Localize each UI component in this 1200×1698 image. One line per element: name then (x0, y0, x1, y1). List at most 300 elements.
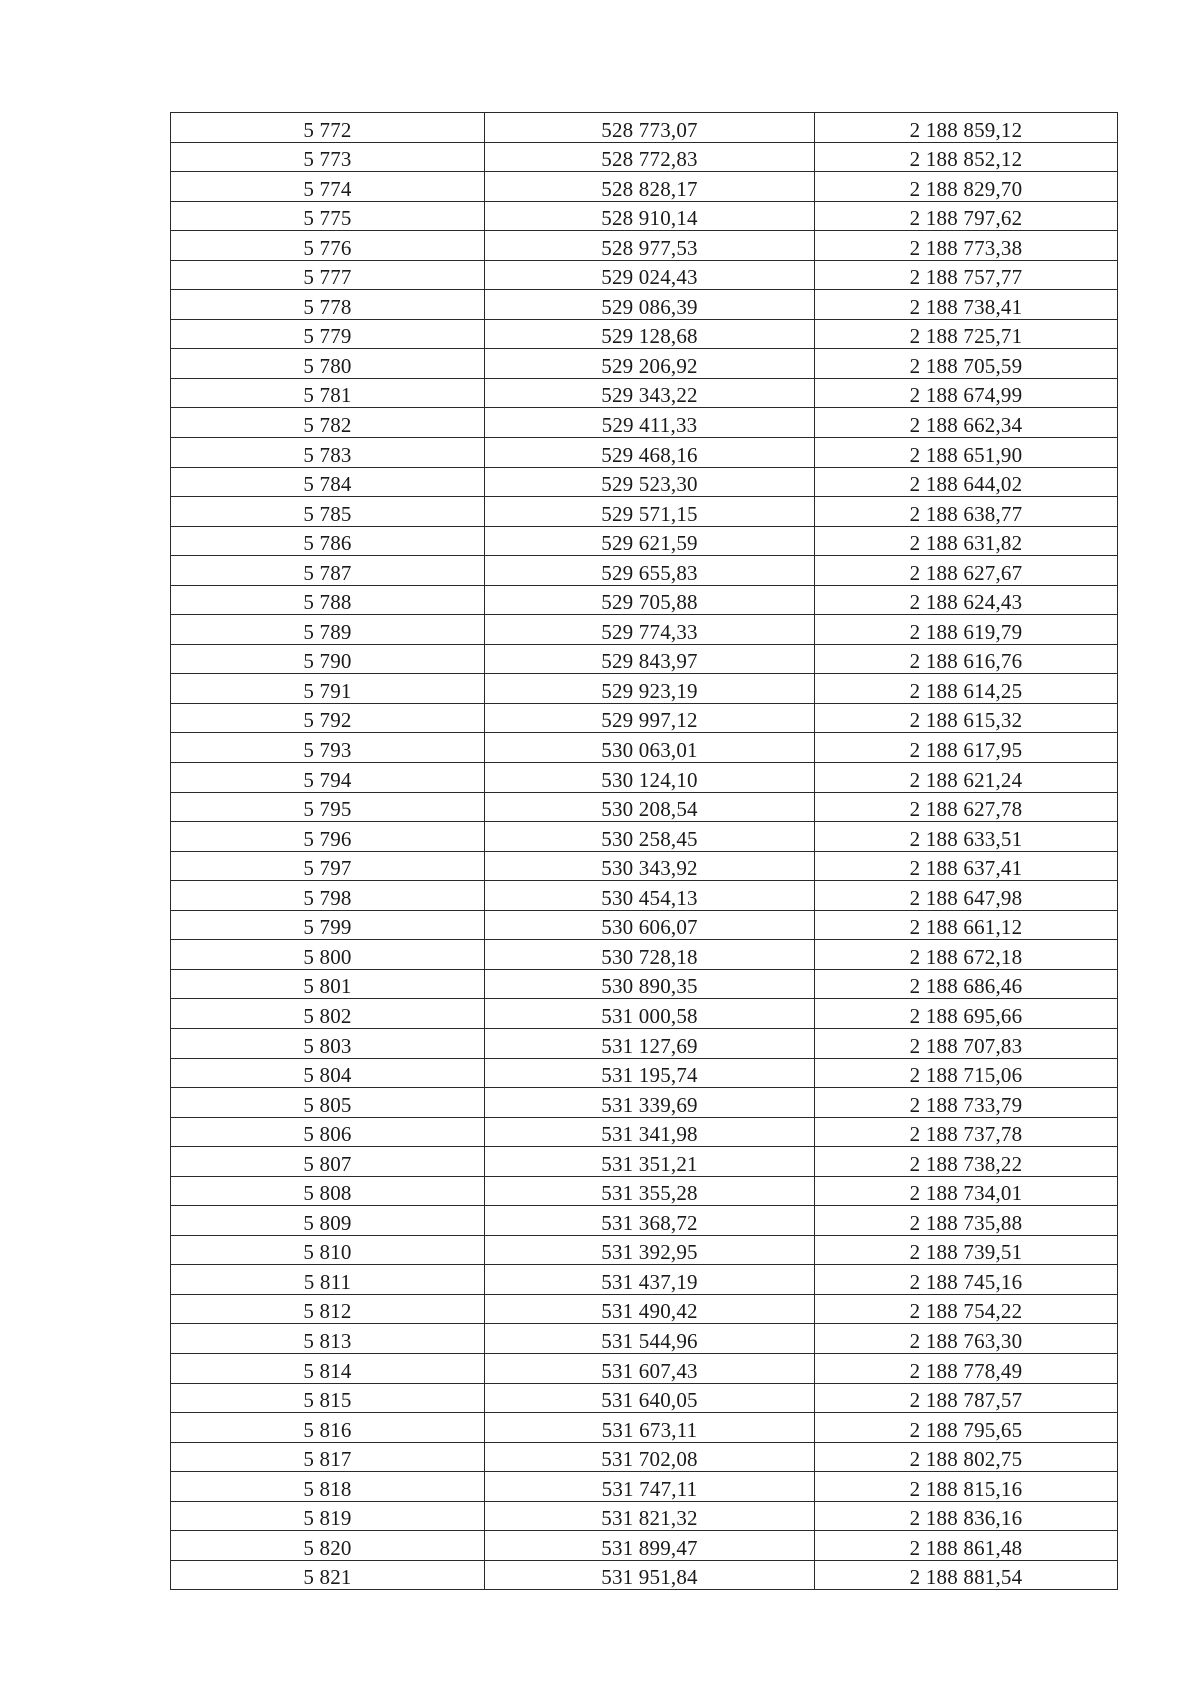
table-row (171, 1531, 1118, 1561)
point-number-cell (171, 1531, 485, 1561)
y-coordinate-cell (815, 999, 1118, 1029)
point-number-cell (171, 113, 485, 143)
cell-text: 2 188 644,02 (909, 472, 1023, 497)
cell-text: 2 188 661,12 (909, 915, 1023, 940)
cell-text: 529 468,16 (601, 442, 698, 467)
cell-text: 5 796 (303, 826, 352, 851)
x-coordinate-cell (485, 1560, 815, 1590)
x-coordinate-cell (485, 1058, 815, 1088)
cell-text: 528 773,07 (601, 117, 698, 142)
x-coordinate-cell (485, 290, 815, 320)
cell-text: 5 818 (303, 1476, 352, 1501)
table-row (171, 1088, 1118, 1118)
x-coordinate-cell (485, 172, 815, 202)
x-coordinate-cell (485, 969, 815, 999)
point-number-cell (171, 1117, 485, 1147)
cell-text: 5 787 (303, 560, 352, 585)
cell-text: 531 747,11 (601, 1476, 698, 1501)
x-coordinate-cell (485, 585, 815, 615)
point-number-cell (171, 1147, 485, 1177)
cell-text: 2 188 686,46 (909, 974, 1023, 999)
cell-text: 530 890,35 (601, 974, 698, 999)
cell-text: 529 843,97 (601, 649, 698, 674)
y-coordinate-cell (815, 1413, 1118, 1443)
cell-text: 531 355,28 (601, 1181, 698, 1206)
table-row (171, 231, 1118, 261)
cell-text: 529 523,30 (601, 472, 698, 497)
table-row (171, 319, 1118, 349)
point-number-cell (171, 910, 485, 940)
x-coordinate-cell (485, 408, 815, 438)
x-coordinate-cell (485, 910, 815, 940)
cell-text: 2 188 662,34 (909, 413, 1023, 438)
table-row (171, 526, 1118, 556)
x-coordinate-cell (485, 1235, 815, 1265)
point-number-cell (171, 1472, 485, 1502)
x-coordinate-cell (485, 1028, 815, 1058)
table-row (171, 644, 1118, 674)
cell-text: 2 188 616,76 (909, 649, 1023, 674)
cell-text: 2 188 881,54 (909, 1565, 1023, 1590)
table-row (171, 1235, 1118, 1265)
y-coordinate-cell (815, 644, 1118, 674)
point-number-cell (171, 1088, 485, 1118)
cell-text: 529 655,83 (601, 560, 698, 585)
y-coordinate-cell (815, 733, 1118, 763)
x-coordinate-cell (485, 1472, 815, 1502)
point-number-cell (171, 1294, 485, 1324)
y-coordinate-cell (815, 497, 1118, 527)
cell-text: 2 188 672,18 (909, 944, 1023, 969)
cell-text: 2 188 627,67 (909, 560, 1023, 585)
cell-text: 530 063,01 (601, 738, 698, 763)
y-coordinate-cell (815, 1117, 1118, 1147)
cell-text: 5 778 (303, 294, 352, 319)
cell-text: 2 188 624,43 (909, 590, 1023, 615)
cell-text: 2 188 674,99 (909, 383, 1023, 408)
cell-text: 531 640,05 (601, 1388, 698, 1413)
cell-text: 5 814 (303, 1358, 352, 1383)
table-row (171, 1442, 1118, 1472)
point-number-cell (171, 763, 485, 793)
point-number-cell (171, 851, 485, 881)
x-coordinate-cell (485, 1265, 815, 1295)
point-number-cell (171, 1324, 485, 1354)
cell-text: 2 188 745,16 (909, 1269, 1023, 1294)
point-number-cell (171, 1413, 485, 1443)
cell-text: 530 606,07 (601, 915, 698, 940)
x-coordinate-cell (485, 1353, 815, 1383)
table-row (171, 1117, 1118, 1147)
cell-text: 2 188 631,82 (909, 531, 1023, 556)
cell-text: 2 188 617,95 (909, 738, 1023, 763)
y-coordinate-cell (815, 1058, 1118, 1088)
table-row (171, 615, 1118, 645)
table-row (171, 674, 1118, 704)
table-row (171, 142, 1118, 172)
table-row (171, 1560, 1118, 1590)
table-row (171, 290, 1118, 320)
y-coordinate-cell (815, 763, 1118, 793)
cell-text: 2 188 815,16 (909, 1476, 1023, 1501)
x-coordinate-cell (485, 260, 815, 290)
cell-text: 2 188 651,90 (909, 442, 1023, 467)
cell-text: 530 728,18 (601, 944, 698, 969)
cell-text: 529 923,19 (601, 678, 698, 703)
x-coordinate-cell (485, 231, 815, 261)
x-coordinate-cell (485, 556, 815, 586)
cell-text: 528 977,53 (601, 235, 698, 260)
y-coordinate-cell (815, 526, 1118, 556)
table-row (171, 1413, 1118, 1443)
x-coordinate-cell (485, 142, 815, 172)
cell-text: 531 702,08 (601, 1447, 698, 1472)
coordinate-table-body (171, 113, 1118, 1590)
cell-text: 5 788 (303, 590, 352, 615)
point-number-cell (171, 674, 485, 704)
y-coordinate-cell (815, 1383, 1118, 1413)
x-coordinate-cell (485, 1294, 815, 1324)
x-coordinate-cell (485, 1383, 815, 1413)
y-coordinate-cell (815, 940, 1118, 970)
y-coordinate-cell (815, 1265, 1118, 1295)
table-row (171, 1028, 1118, 1058)
point-number-cell (171, 1560, 485, 1590)
point-number-cell (171, 881, 485, 911)
cell-text: 531 341,98 (601, 1122, 698, 1147)
cell-text: 5 800 (303, 944, 352, 969)
cell-text: 5 774 (303, 176, 352, 201)
table-row (171, 201, 1118, 231)
point-number-cell (171, 201, 485, 231)
cell-text: 5 786 (303, 531, 352, 556)
cell-text: 531 951,84 (601, 1565, 698, 1590)
cell-text: 5 780 (303, 353, 352, 378)
cell-text: 5 810 (303, 1240, 352, 1265)
y-coordinate-cell (815, 1324, 1118, 1354)
table-row (171, 408, 1118, 438)
cell-text: 2 188 763,30 (909, 1328, 1023, 1353)
x-coordinate-cell (485, 1442, 815, 1472)
y-coordinate-cell (815, 1501, 1118, 1531)
point-number-cell (171, 999, 485, 1029)
point-number-cell (171, 1206, 485, 1236)
cell-text: 528 828,17 (601, 176, 698, 201)
y-coordinate-cell (815, 260, 1118, 290)
y-coordinate-cell (815, 881, 1118, 911)
cell-text: 5 809 (303, 1210, 352, 1235)
cell-text: 2 188 852,12 (909, 147, 1023, 172)
point-number-cell (171, 408, 485, 438)
cell-text: 2 188 619,79 (909, 619, 1023, 644)
cell-text: 530 454,13 (601, 885, 698, 910)
x-coordinate-cell (485, 1176, 815, 1206)
y-coordinate-cell (815, 1206, 1118, 1236)
cell-text: 2 188 738,41 (909, 294, 1023, 319)
cell-text: 5 781 (303, 383, 352, 408)
point-number-cell (171, 1058, 485, 1088)
cell-text: 2 188 739,51 (909, 1240, 1023, 1265)
cell-text: 531 195,74 (601, 1063, 698, 1088)
table-row (171, 763, 1118, 793)
cell-text: 5 802 (303, 1003, 352, 1028)
table-row (171, 378, 1118, 408)
cell-text: 5 794 (303, 767, 352, 792)
table-row (171, 1176, 1118, 1206)
y-coordinate-cell (815, 290, 1118, 320)
cell-text: 5 792 (303, 708, 352, 733)
cell-text: 5 776 (303, 235, 352, 260)
cell-text: 2 188 754,22 (909, 1299, 1023, 1324)
cell-text: 5 805 (303, 1092, 352, 1117)
y-coordinate-cell (815, 1147, 1118, 1177)
cell-text: 2 188 695,66 (909, 1003, 1023, 1028)
cell-text: 2 188 707,83 (909, 1033, 1023, 1058)
cell-text: 5 819 (303, 1506, 352, 1531)
cell-text: 2 188 787,57 (909, 1388, 1023, 1413)
table-row (171, 1324, 1118, 1354)
y-coordinate-cell (815, 113, 1118, 143)
x-coordinate-cell (485, 349, 815, 379)
cell-text: 5 793 (303, 738, 352, 763)
point-number-cell (171, 1265, 485, 1295)
cell-text: 5 783 (303, 442, 352, 467)
y-coordinate-cell (815, 1294, 1118, 1324)
cell-text: 2 188 725,71 (909, 324, 1023, 349)
table-row (171, 438, 1118, 468)
x-coordinate-cell (485, 674, 815, 704)
point-number-cell (171, 526, 485, 556)
x-coordinate-cell (485, 201, 815, 231)
x-coordinate-cell (485, 615, 815, 645)
cell-text: 2 188 829,70 (909, 176, 1023, 201)
y-coordinate-cell (815, 467, 1118, 497)
y-coordinate-cell (815, 142, 1118, 172)
cell-text: 2 188 802,75 (909, 1447, 1023, 1472)
cell-text: 529 621,59 (601, 531, 698, 556)
y-coordinate-cell (815, 910, 1118, 940)
point-number-cell (171, 1028, 485, 1058)
table-row (171, 881, 1118, 911)
cell-text: 5 777 (303, 265, 352, 290)
cell-text: 5 821 (303, 1565, 352, 1590)
cell-text: 2 188 638,77 (909, 501, 1023, 526)
point-number-cell (171, 467, 485, 497)
table-row (171, 1058, 1118, 1088)
cell-text: 5 803 (303, 1033, 352, 1058)
cell-text: 529 024,43 (601, 265, 698, 290)
cell-text: 5 816 (303, 1417, 352, 1442)
cell-text: 5 815 (303, 1388, 352, 1413)
y-coordinate-cell (815, 556, 1118, 586)
y-coordinate-cell (815, 1560, 1118, 1590)
y-coordinate-cell (815, 1472, 1118, 1502)
cell-text: 2 188 737,78 (909, 1122, 1023, 1147)
cell-text: 2 188 861,48 (909, 1535, 1023, 1560)
table-row (171, 1206, 1118, 1236)
table-row (171, 1294, 1118, 1324)
x-coordinate-cell (485, 497, 815, 527)
y-coordinate-cell (815, 969, 1118, 999)
cell-text: 5 775 (303, 206, 352, 231)
table-row (171, 851, 1118, 881)
point-number-cell (171, 615, 485, 645)
cell-text: 5 798 (303, 885, 352, 910)
table-row (171, 1472, 1118, 1502)
cell-text: 5 797 (303, 856, 352, 881)
table-row (171, 497, 1118, 527)
y-coordinate-cell (815, 378, 1118, 408)
cell-text: 5 772 (303, 117, 352, 142)
x-coordinate-cell (485, 999, 815, 1029)
table-row (171, 172, 1118, 202)
point-number-cell (171, 497, 485, 527)
x-coordinate-cell (485, 733, 815, 763)
point-number-cell (171, 556, 485, 586)
cell-text: 529 705,88 (601, 590, 698, 615)
point-number-cell (171, 142, 485, 172)
cell-text: 5 784 (303, 472, 352, 497)
point-number-cell (171, 1383, 485, 1413)
cell-text: 2 188 735,88 (909, 1210, 1023, 1235)
point-number-cell (171, 792, 485, 822)
cell-text: 531 351,21 (601, 1151, 698, 1176)
point-number-cell (171, 822, 485, 852)
table-row (171, 940, 1118, 970)
cell-text: 529 086,39 (601, 294, 698, 319)
cell-text: 531 899,47 (601, 1535, 698, 1560)
cell-text: 2 188 615,32 (909, 708, 1023, 733)
point-number-cell (171, 319, 485, 349)
x-coordinate-cell (485, 438, 815, 468)
cell-text: 2 188 734,01 (909, 1181, 1023, 1206)
cell-text: 5 790 (303, 649, 352, 674)
point-number-cell (171, 969, 485, 999)
y-coordinate-cell (815, 319, 1118, 349)
cell-text: 529 343,22 (601, 383, 698, 408)
point-number-cell (171, 1501, 485, 1531)
cell-text: 2 188 859,12 (909, 117, 1023, 142)
coordinate-table (170, 112, 1118, 1590)
point-number-cell (171, 703, 485, 733)
table-row (171, 585, 1118, 615)
cell-text: 531 490,42 (601, 1299, 698, 1324)
cell-text: 5 808 (303, 1181, 352, 1206)
cell-text: 530 208,54 (601, 797, 698, 822)
table-row (171, 999, 1118, 1029)
cell-text: 5 785 (303, 501, 352, 526)
cell-text: 529 774,33 (601, 619, 698, 644)
y-coordinate-cell (815, 1531, 1118, 1561)
x-coordinate-cell (485, 703, 815, 733)
cell-text: 5 795 (303, 797, 352, 822)
x-coordinate-cell (485, 792, 815, 822)
x-coordinate-cell (485, 644, 815, 674)
cell-text: 531 544,96 (601, 1328, 698, 1353)
table-row (171, 703, 1118, 733)
cell-text: 2 188 637,41 (909, 856, 1023, 881)
point-number-cell (171, 231, 485, 261)
cell-text: 5 812 (303, 1299, 352, 1324)
cell-text: 5 813 (303, 1328, 352, 1353)
cell-text: 5 811 (303, 1269, 352, 1294)
cell-text: 2 188 647,98 (909, 885, 1023, 910)
coordinate-table-page (170, 112, 1117, 1590)
cell-text: 531 821,32 (601, 1506, 698, 1531)
cell-text: 530 124,10 (601, 767, 698, 792)
y-coordinate-cell (815, 674, 1118, 704)
x-coordinate-cell (485, 526, 815, 556)
x-coordinate-cell (485, 940, 815, 970)
point-number-cell (171, 1353, 485, 1383)
cell-text: 5 799 (303, 915, 352, 940)
cell-text: 5 782 (303, 413, 352, 438)
cell-text: 529 128,68 (601, 324, 698, 349)
x-coordinate-cell (485, 113, 815, 143)
table-row (171, 792, 1118, 822)
table-row (171, 260, 1118, 290)
cell-text: 2 188 836,16 (909, 1506, 1023, 1531)
cell-text: 5 801 (303, 974, 352, 999)
y-coordinate-cell (815, 703, 1118, 733)
cell-text: 2 188 621,24 (909, 767, 1023, 792)
cell-text: 2 188 757,77 (909, 265, 1023, 290)
table-row (171, 1383, 1118, 1413)
cell-text: 2 188 738,22 (909, 1151, 1023, 1176)
y-coordinate-cell (815, 585, 1118, 615)
cell-text: 2 188 797,62 (909, 206, 1023, 231)
y-coordinate-cell (815, 1176, 1118, 1206)
point-number-cell (171, 349, 485, 379)
point-number-cell (171, 172, 485, 202)
y-coordinate-cell (815, 1235, 1118, 1265)
y-coordinate-cell (815, 349, 1118, 379)
cell-text: 530 343,92 (601, 856, 698, 881)
point-number-cell (171, 1176, 485, 1206)
cell-text: 531 127,69 (601, 1033, 698, 1058)
cell-text: 529 206,92 (601, 353, 698, 378)
point-number-cell (171, 378, 485, 408)
cell-text: 2 188 733,79 (909, 1092, 1023, 1117)
x-coordinate-cell (485, 378, 815, 408)
cell-text: 531 339,69 (601, 1092, 698, 1117)
x-coordinate-cell (485, 1117, 815, 1147)
cell-text: 2 188 614,25 (909, 678, 1023, 703)
cell-text: 5 779 (303, 324, 352, 349)
table-row (171, 733, 1118, 763)
table-row (171, 1147, 1118, 1177)
cell-text: 528 772,83 (601, 147, 698, 172)
cell-text: 2 188 715,06 (909, 1063, 1023, 1088)
cell-text: 5 773 (303, 147, 352, 172)
x-coordinate-cell (485, 1531, 815, 1561)
cell-text: 531 607,43 (601, 1358, 698, 1383)
x-coordinate-cell (485, 1501, 815, 1531)
cell-text: 5 820 (303, 1535, 352, 1560)
table-row (171, 910, 1118, 940)
point-number-cell (171, 644, 485, 674)
cell-text: 531 368,72 (601, 1210, 698, 1235)
y-coordinate-cell (815, 408, 1118, 438)
x-coordinate-cell (485, 319, 815, 349)
point-number-cell (171, 290, 485, 320)
cell-text: 531 437,19 (601, 1269, 698, 1294)
x-coordinate-cell (485, 822, 815, 852)
y-coordinate-cell (815, 231, 1118, 261)
cell-text: 5 817 (303, 1447, 352, 1472)
point-number-cell (171, 733, 485, 763)
cell-text: 2 188 705,59 (909, 353, 1023, 378)
